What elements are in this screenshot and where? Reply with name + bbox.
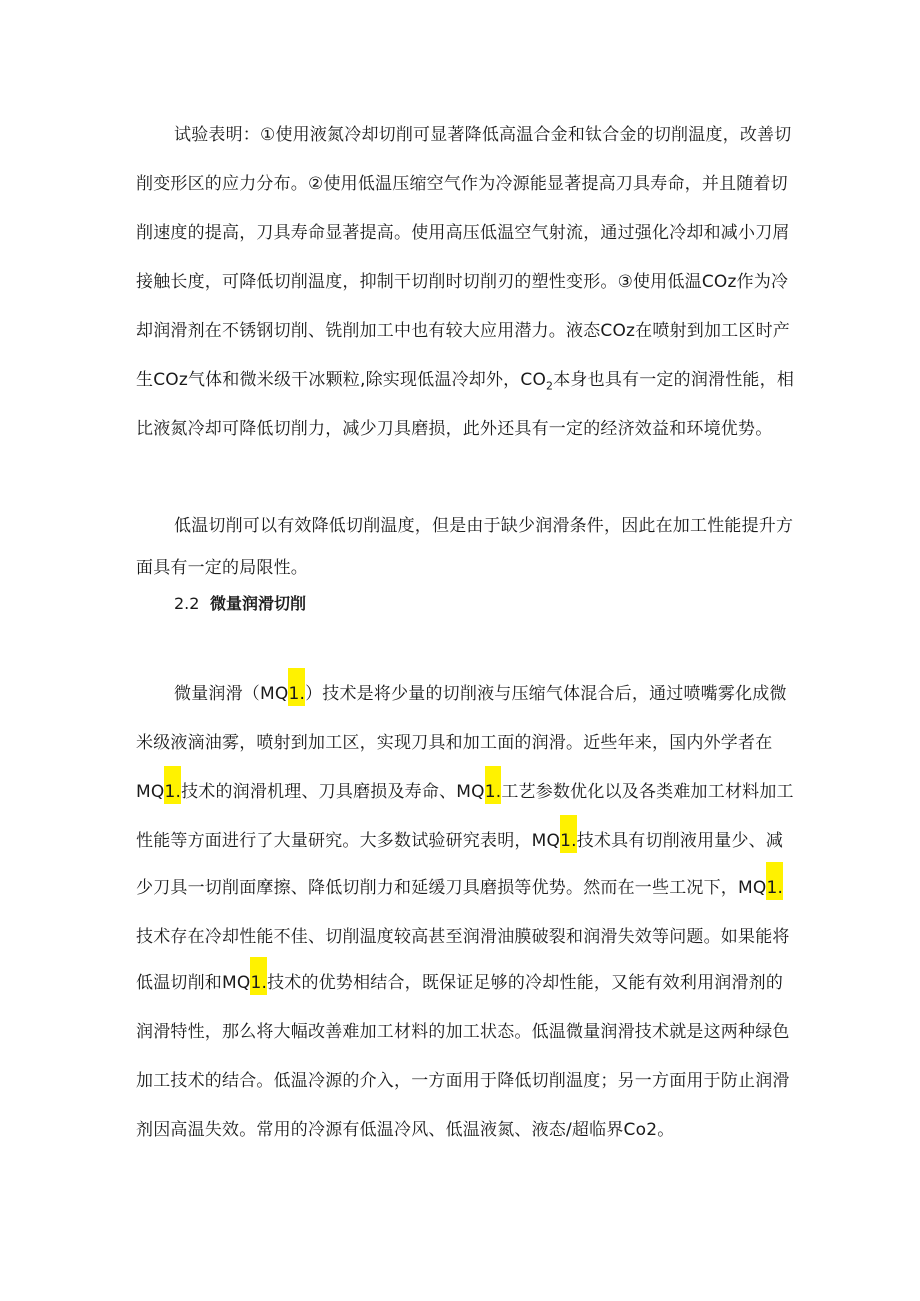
highlighted-text: 1. — [485, 766, 502, 804]
text-fragment: 少刀具一切削面摩擦、降低切削力和延缓刀具磨损等优势。然而在一些工况下，MQ — [136, 878, 767, 898]
paragraph-line — [136, 829, 896, 853]
paragraph-line: 比液氮冷却可降低切削力，减少刀具磨损，此外还具有一定的经济效益和环境优势。 — [136, 419, 773, 439]
paragraph-line: 剂因高温失效。常用的冷源有低温冷风、低温液氮、液态/超临界Co2。 — [136, 1120, 675, 1140]
subscript: 2 — [546, 379, 554, 393]
highlighted-text: 1. — [164, 766, 181, 804]
section-number: 2.2 — [174, 594, 200, 613]
text-fragment: 低温切削和MQ — [136, 973, 251, 993]
text-fragment: 技术的润滑机理、刀具磨损及寿命、MQ — [181, 782, 485, 802]
paragraph-line — [136, 971, 896, 995]
text-fragment: 工艺参数优化以及各类难加工材料加工 — [501, 782, 794, 802]
text-fragment: 技术具有切削液用量少、减 — [576, 831, 784, 851]
paragraph-line: 技术存在冷却性能不佳、切削温度较高甚至润滑油膜破裂和润滑失效等问题。如果能将 — [136, 927, 790, 947]
paragraph-line: 削速度的提高，刀具寿命显著提高。使用高压低温空气射流，通过强化冷却和减小刀屑 — [136, 223, 790, 243]
paragraph-line: 试验表明：①使用液氮冷却切削可显著降低高温合金和钛合金的切削温度，改善切 — [174, 125, 792, 145]
paragraph-line: 接触长度，可降低切削温度，抑制干切削时切削刃的塑性变形。③使用低温COz作为冷 — [136, 272, 789, 292]
text-fragment: 性能等方面进行了大量研究。大多数试验研究表明，MQ — [136, 831, 561, 851]
text-fragment: 生COz气体和微米级干冰颗粒,除实现低温冷却外，CO — [136, 370, 547, 390]
paragraph-line: 米级液滴油雾，喷射到加工区，实现刀具和加工面的润滑。近些年来，国内外学者在 — [136, 733, 773, 753]
section-heading — [174, 593, 306, 615]
paragraph-line: 面具有一定的局限性。 — [136, 558, 308, 578]
paragraph-line — [136, 368, 896, 392]
paragraph-line: 加工技术的结合。低温冷源的介入，一方面用于降低切削温度；另一方面用于防止润滑 — [136, 1071, 790, 1091]
highlighted-text: 1. — [288, 668, 305, 706]
text-fragment: 技术的优势相结合，既保证足够的冷却性能，又能有效利用润滑剂的 — [267, 973, 784, 993]
paragraph-line: 润滑特性，那么将大幅改善难加工材料的加工状态。低温微量润滑技术就是这两种绿色 — [136, 1022, 790, 1042]
paragraph-line — [136, 876, 896, 900]
section-title: 微量润滑切削 — [210, 594, 307, 613]
paragraph-line — [174, 682, 894, 706]
text-fragment: MQ — [136, 782, 165, 802]
paragraph-line: 却润滑剂在不锈钢切削、铣削加工中也有较大应用潜力。液态COz在喷射到加工区时产 — [136, 321, 790, 341]
text-fragment: 微量润滑（MQ — [174, 684, 289, 704]
highlighted-text: 1. — [560, 815, 577, 853]
highlighted-text: 1. — [766, 862, 783, 900]
text-fragment: ）技术是将少量的切削液与压缩气体混合后，通过喷嘴雾化成微 — [305, 684, 787, 704]
text-fragment: 本身也具有一定的润滑性能，相 — [553, 370, 795, 390]
paragraph-line: 削变形区的应力分布。②使用低温压缩空气作为冷源能显著提高刀具寿命，并且随着切 — [136, 174, 788, 194]
highlighted-text: 1. — [250, 957, 267, 995]
paragraph-line — [136, 780, 896, 804]
paragraph-line: 低温切削可以有效降低切削温度，但是由于缺少润滑条件，因此在加工性能提升方 — [174, 516, 794, 536]
